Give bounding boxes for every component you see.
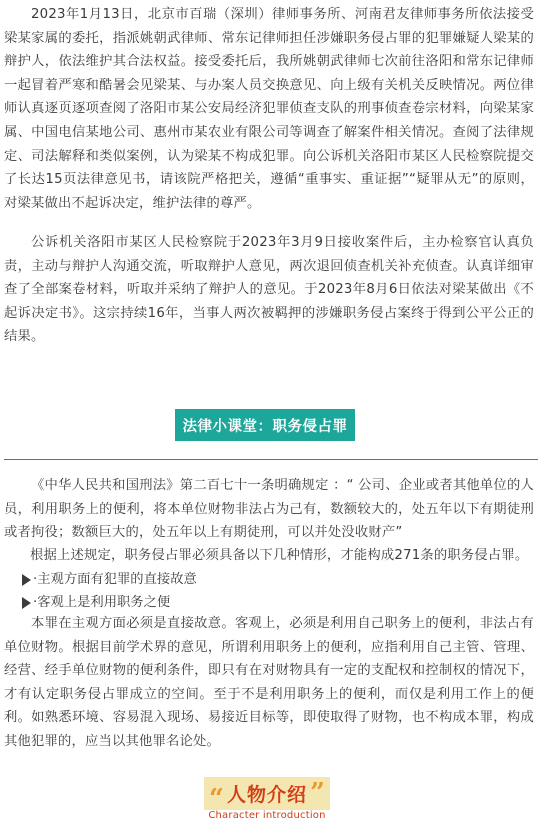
- open-quote-mark: “: [209, 783, 224, 814]
- law-lesson-banner: 法律小课堂：职务侵占罪: [175, 409, 355, 441]
- condition-label: ·客观上是利用职务之便: [33, 595, 171, 610]
- divider: [4, 459, 538, 460]
- close-quote-mark: ”: [310, 777, 325, 808]
- condition-item-objective: [22, 591, 170, 614]
- condition-item-subjective: [22, 568, 197, 591]
- section-title: 人物介绍: [226, 784, 307, 806]
- law-quote-paragraph: 《中华人民共和国刑法》第二百七十一条明确规定 ：“ 公司、企业或者其他单位的人员，利用职务上的便利，将本单位财物非法占为己有，数额较大的，处五年以下有期徒刑或者拘役；数额巨大的，处五年以上有期徒刑，可以并处没收财产”: [4, 478, 534, 541]
- conditions-intro: 根据上述规定，职务侵占罪必须具备以下几种情形，才能构成271条的职务侵占罪。: [30, 548, 529, 563]
- case-paragraph-1: 2023年1月13日，北京市百瑞（深圳）律师事务所、河南君友律师事务所依法接受梁某家属的委托，指派姚朝武律师、常东记律师担任涉嫌职务侵占罪的犯罪嫌疑人梁某的辩护人，依法维护其合法权益。接受委托后，我所姚朝武律师七次前往洛阳和常东记律师一起冒着严寒和酷暑会见梁某、与办案人员交换意见、向上级有关机关反映情况。两位律师认真逐页逐项查阅了洛阳市某公安局经济犯罪侦查支队的刑事侦查卷宗材料，向梁某家属、中国电信某地公司、惠州市某农业有限公司等调查了解案件相关情况。查阅了法律规定、司法解释和类似案例，认为梁某不构成犯罪。向公诉机关洛阳市某区人民检察院提交了长达15页法律意见书，请该院严格把关，遵循“重事实、重证据”“疑罪从无”的原则，对梁某做出不起诉决定，维护法律的尊严。: [4, 7, 534, 211]
- arrow-bullet-icon: [22, 597, 31, 609]
- arrow-bullet-icon: [22, 574, 31, 586]
- section-subtitle: Character introduction: [208, 810, 326, 821]
- condition-label: ·主观方面有犯罪的直接故意: [33, 572, 197, 587]
- explanation-paragraph: 本罪在主观方面必须是直接故意。客观上，必须是利用自己职务上的便利，非法占有单位财物。根据目前学术界的意见，所谓利用职务上的便利，应指利用自己主管、管理、经营、经手单位财物的便利条件，即只有在对财物具有一定的支配权和控制权的情况下，才有认定职务侵占罪成立的空间。至于不是利用职务上的便利，而仅是利用工作上的便利。如熟悉环境、容易混入现场、易接近目标等，即使取得了财物，也不构成本罪，构成其他犯罪的，应当以其他罪名论处。: [4, 616, 534, 749]
- section-title-box: [204, 777, 330, 814]
- case-paragraph-2: 公诉机关洛阳市某区人民检察院于2023年3月9日接收案件后，主办检察官认真负责，主动与辩护人沟通交流，听取辩护人意见，两次退回侦查机关补充侦查。认真详细审查了全部案卷材料，听取并采纳了辩护人的意见。于2023年8月6日依法对梁某做出《不起诉决定书》。这宗持续16年，当事人两次被羁押的涉嫌职务侵占案终于得到公平公正的结果。: [4, 235, 534, 345]
